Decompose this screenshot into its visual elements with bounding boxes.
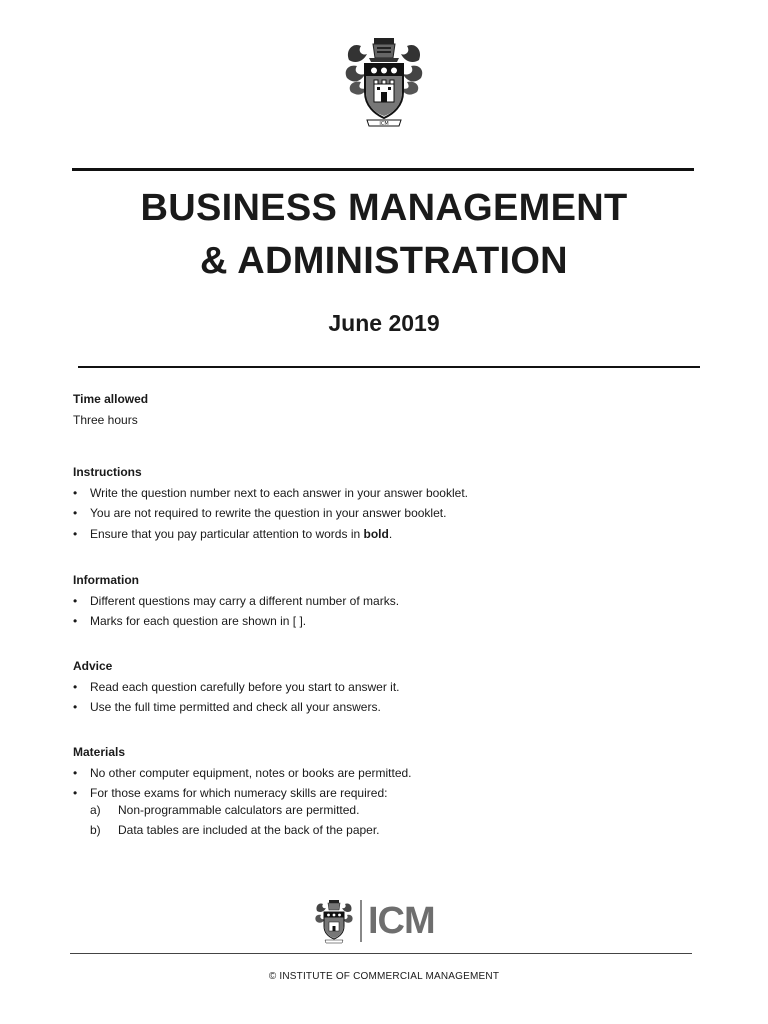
list-item xyxy=(73,524,468,545)
advice-section xyxy=(73,656,400,718)
document-title xyxy=(0,182,768,288)
list-item: • Marks for each question are shown in [ ]. xyxy=(73,611,399,632)
materials-heading: Materials xyxy=(73,745,126,759)
list-item: • Write the question number next to each answer in your answer booklet. xyxy=(73,483,468,504)
materials-sub-list xyxy=(73,800,412,841)
list-item: • For those exams for which numeracy skills are required: xyxy=(73,783,412,804)
instructions-heading: Instructions xyxy=(73,465,142,479)
information-section xyxy=(73,570,399,632)
instructions-section xyxy=(73,462,468,544)
advice-list xyxy=(73,677,400,718)
sub-list-text: Data tables are included at the back of the paper. xyxy=(118,823,380,837)
sub-list-marker: b) xyxy=(90,823,101,837)
icm-logo-text: ICM xyxy=(368,900,435,942)
sub-list-marker: a) xyxy=(90,802,101,817)
middle-divider xyxy=(78,366,700,368)
title-line-1: BUSINESS MANAGEMENT xyxy=(140,187,628,229)
icm-logo xyxy=(314,897,454,947)
sub-list-item xyxy=(90,820,412,841)
title-line-2: & ADMINISTRATION xyxy=(200,240,568,282)
footer-divider xyxy=(70,953,692,954)
materials-list xyxy=(73,763,412,804)
copyright-notice: © INSTITUTE OF COMMERCIAL MANAGEMENT xyxy=(268,971,500,982)
time-allowed-section xyxy=(73,389,148,430)
small-crest-icon xyxy=(314,897,354,945)
logo-divider xyxy=(360,900,362,942)
list-item: • Read each question carefully before you start to answer it. xyxy=(73,677,400,698)
list-item: • Use the full time permitted and check all your answers. xyxy=(73,697,400,718)
information-list xyxy=(73,591,399,632)
list-item: • No other computer equipment, notes or books are permitted. xyxy=(73,763,412,784)
coat-of-arms-crest-icon xyxy=(343,30,425,130)
list-item-suffix: . xyxy=(388,526,393,541)
exam-date: June 2019 xyxy=(328,310,440,336)
instructions-list xyxy=(73,483,468,545)
materials-section xyxy=(73,742,412,841)
top-divider xyxy=(72,168,694,171)
list-item: • Different questions may carry a different number of marks. xyxy=(73,591,399,612)
time-allowed-value: Three hours xyxy=(73,412,138,427)
bold-word: bold xyxy=(363,526,389,541)
list-item-text: Ensure that you pay particular attention to words in xyxy=(90,526,364,541)
advice-heading: Advice xyxy=(73,659,113,673)
sub-list-text: Non-programmable calculators are permitted. xyxy=(118,802,360,817)
sub-list-item xyxy=(90,800,412,821)
information-heading: Information xyxy=(73,573,139,587)
time-allowed-heading: Time allowed xyxy=(73,392,149,406)
crest-motto: ICM xyxy=(379,121,389,127)
list-item: • You are not required to rewrite the question in your answer booklet. xyxy=(73,503,468,524)
